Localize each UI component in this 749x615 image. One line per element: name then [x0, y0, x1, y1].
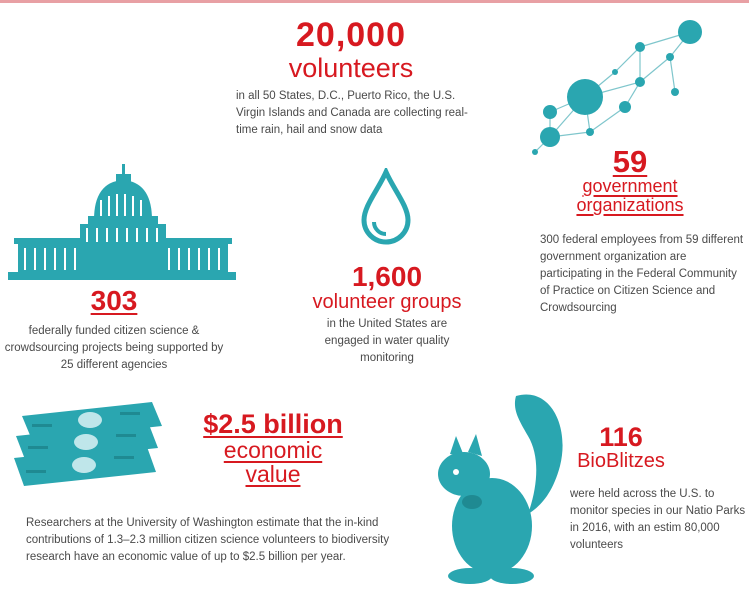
squirrel-icon [420, 376, 570, 594]
bioblitz-label: BioBlitzes [577, 450, 665, 472]
groups-stat [282, 263, 492, 367]
capitol-building-icon [8, 160, 236, 282]
volunteers-description: in all 50 States, D.C., Puerto Rico, the U.S. Virgin Islands and Canada are collecting real-time rain, hail and snow data [236, 90, 468, 137]
economic-number: $2.5 billion [203, 409, 343, 439]
government-description [540, 232, 749, 317]
bioblitz-description [570, 486, 749, 554]
volunteers-number: 20,000 [296, 16, 406, 54]
top-border-line [0, 0, 749, 3]
groups-number: 1,600 [351, 261, 423, 292]
groups-description: in the United States are engaged in water quality monitoring [324, 318, 450, 364]
economic-description: Researchers at the University of Washington estimate that the in-kind contributions of 1.3–2.3 million citizen science volunteers to biodiversity research have an economic value of up to $2.5 billion per year. [26, 517, 390, 563]
economic-label-line1: economic [223, 437, 323, 463]
bioblitz-number: 116 [599, 422, 643, 452]
projects-stat [4, 287, 224, 374]
volunteers-stat [236, 18, 466, 139]
government-label-line2: organizations [576, 194, 684, 215]
projects-number: 303 [90, 285, 138, 316]
network-icon [520, 12, 749, 162]
money-stack-icon [12, 396, 172, 500]
projects-description: federally funded citizen science & crowdsourcing projects being supported by 25 different agencies [4, 325, 224, 371]
water-drop-icon [358, 168, 414, 248]
government-label-line1: government [582, 176, 678, 196]
bioblitz-description-text: were held across the U.S. to monitor species in our Natio Parks in 2016, with an estim 80,000 volunteers [570, 488, 746, 551]
government-number: 59 [612, 144, 648, 179]
volunteers-label: volunteers [288, 53, 414, 83]
economic-label-line2: value [245, 461, 301, 488]
economic-stat [178, 411, 368, 486]
government-stat [540, 146, 720, 215]
bioblitz-stat [566, 424, 676, 472]
government-description-text: 300 federal employees from 59 different government organization are participating in the Federal Community of Practice on Citizen Science and Crowdsourcing [540, 234, 744, 314]
groups-label: volunteer groups [312, 291, 462, 313]
